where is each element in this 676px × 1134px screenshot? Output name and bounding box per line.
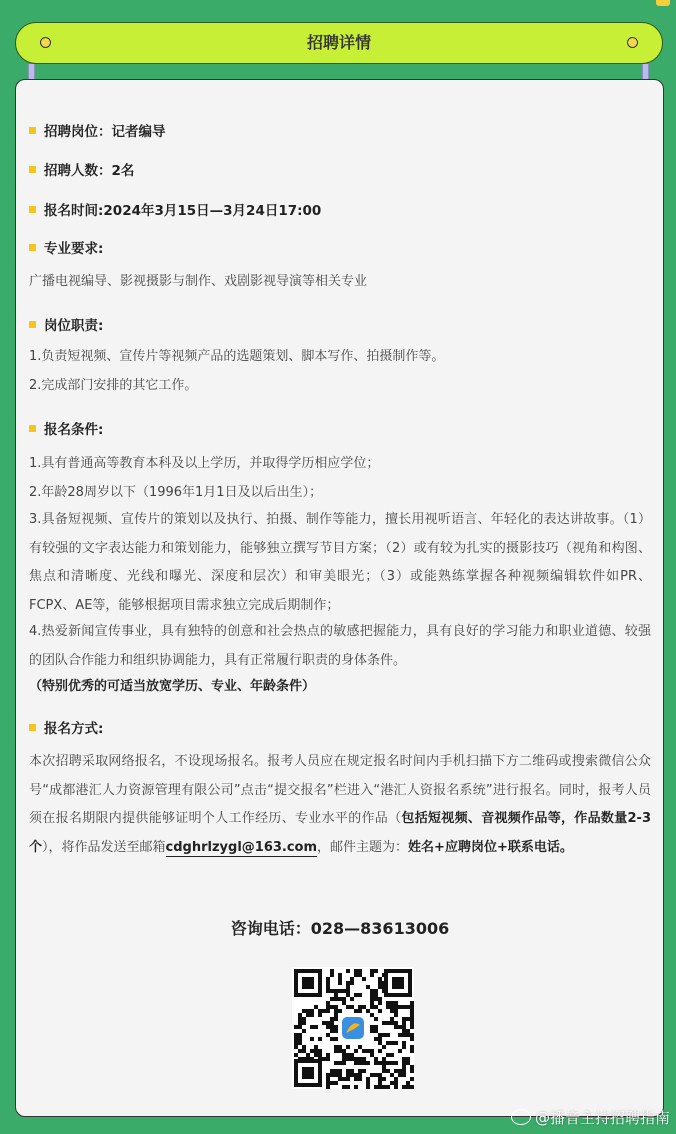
major-text: 广播电视编导、影视摄影与制作、戏剧影视导演等相关专业 bbox=[29, 274, 368, 289]
email-address[interactable]: cdghrlzygl@163.com bbox=[165, 839, 318, 855]
method-text: 本次招聘采取网络报名，不设现场报名。报考人员应在规定报名时间内手机扫描下方二维码或搜索微信公众号“成都港汇人力资源管理有限公司”点击“提交报名”栏进入“港汇人资报名系统”进行报名。同时，报考人员须在报名期限内提供能够证明个人工作经历、专业水平的作品（包括短视频、音视频作品等，作品数量2-3个），将作品发送至邮箱cdghrlzygl@163.com，邮件主题为：姓名+应聘岗位+联系电话。 bbox=[29, 754, 651, 855]
condition-item: 1.具有普通高等教育本科及以上学历，并取得学历相应学位； bbox=[29, 456, 380, 471]
qr-code[interactable] bbox=[292, 967, 414, 1089]
hanger-rod bbox=[28, 64, 35, 80]
banner-dot-icon bbox=[627, 37, 638, 48]
bullet-square-icon bbox=[29, 244, 36, 251]
contact-phone: 咨询电话：028—83613006 bbox=[230, 919, 450, 938]
bullet-square-icon bbox=[29, 425, 36, 432]
bullet-square-icon bbox=[29, 127, 36, 134]
field-headcount: 招聘人数：2名 bbox=[29, 159, 134, 179]
section-major: 专业要求: bbox=[29, 237, 103, 257]
hanger-rod bbox=[642, 64, 649, 80]
section-method: 报名方式: bbox=[29, 717, 103, 737]
section-conditions: 报名条件: bbox=[29, 418, 103, 438]
corner-decoration bbox=[656, 0, 670, 6]
bullet-square-icon bbox=[29, 206, 36, 213]
watermark: @播音主持招聘指南 bbox=[511, 1107, 670, 1128]
condition-note: （特别优秀的可适当放宽学历、专业、年龄条件） bbox=[29, 679, 316, 694]
duty-item: 2.完成部门安排的其它工作。 bbox=[29, 378, 198, 393]
details-card bbox=[15, 79, 664, 1117]
bullet-square-icon bbox=[29, 166, 36, 173]
title-banner bbox=[15, 22, 663, 64]
field-position: 招聘岗位：记者编导 bbox=[29, 120, 166, 140]
page-title: 招聘详情 bbox=[306, 33, 371, 52]
bullet-square-icon bbox=[29, 321, 36, 328]
section-duties: 岗位职责: bbox=[29, 314, 103, 334]
condition-item: 2.年龄28周岁以下（1996年1月1日及以后出生）； bbox=[29, 485, 323, 500]
bullet-square-icon bbox=[29, 724, 36, 731]
duty-item: 1.负责短视频、宣传片等视频产品的选题策划、脚本写作、拍摄制作等。 bbox=[29, 349, 445, 364]
condition-item: 4.热爱新闻宣传事业，具有独特的创意和社会热点的敏感把握能力，具有良好的学习能力和职业道德、较强的团队合作能力和组织协调能力，具有正常履行职责的身体条件。 bbox=[29, 624, 651, 668]
field-registration-time: 报名时间:2024年3月15日—3月24日17:00 bbox=[29, 199, 321, 219]
weibo-icon bbox=[511, 1109, 531, 1125]
condition-item: 3.具备短视频、宣传片的策划以及执行、拍摄、制作等能力，擅长用视听语言、年轻化的表达讲故事。（1）有较强的文字表达能力和策划能力，能够独立撰写节目方案；（2）或有较为扎实的摄影技巧（视角和构图、焦点和清晰度、光线和曝光、深度和层次）和审美眼光；（3）或能熟练掌握各种视频编辑软件如PR、FCPX、AE等，能够根据项目需求独立完成后期制作； bbox=[29, 512, 651, 613]
